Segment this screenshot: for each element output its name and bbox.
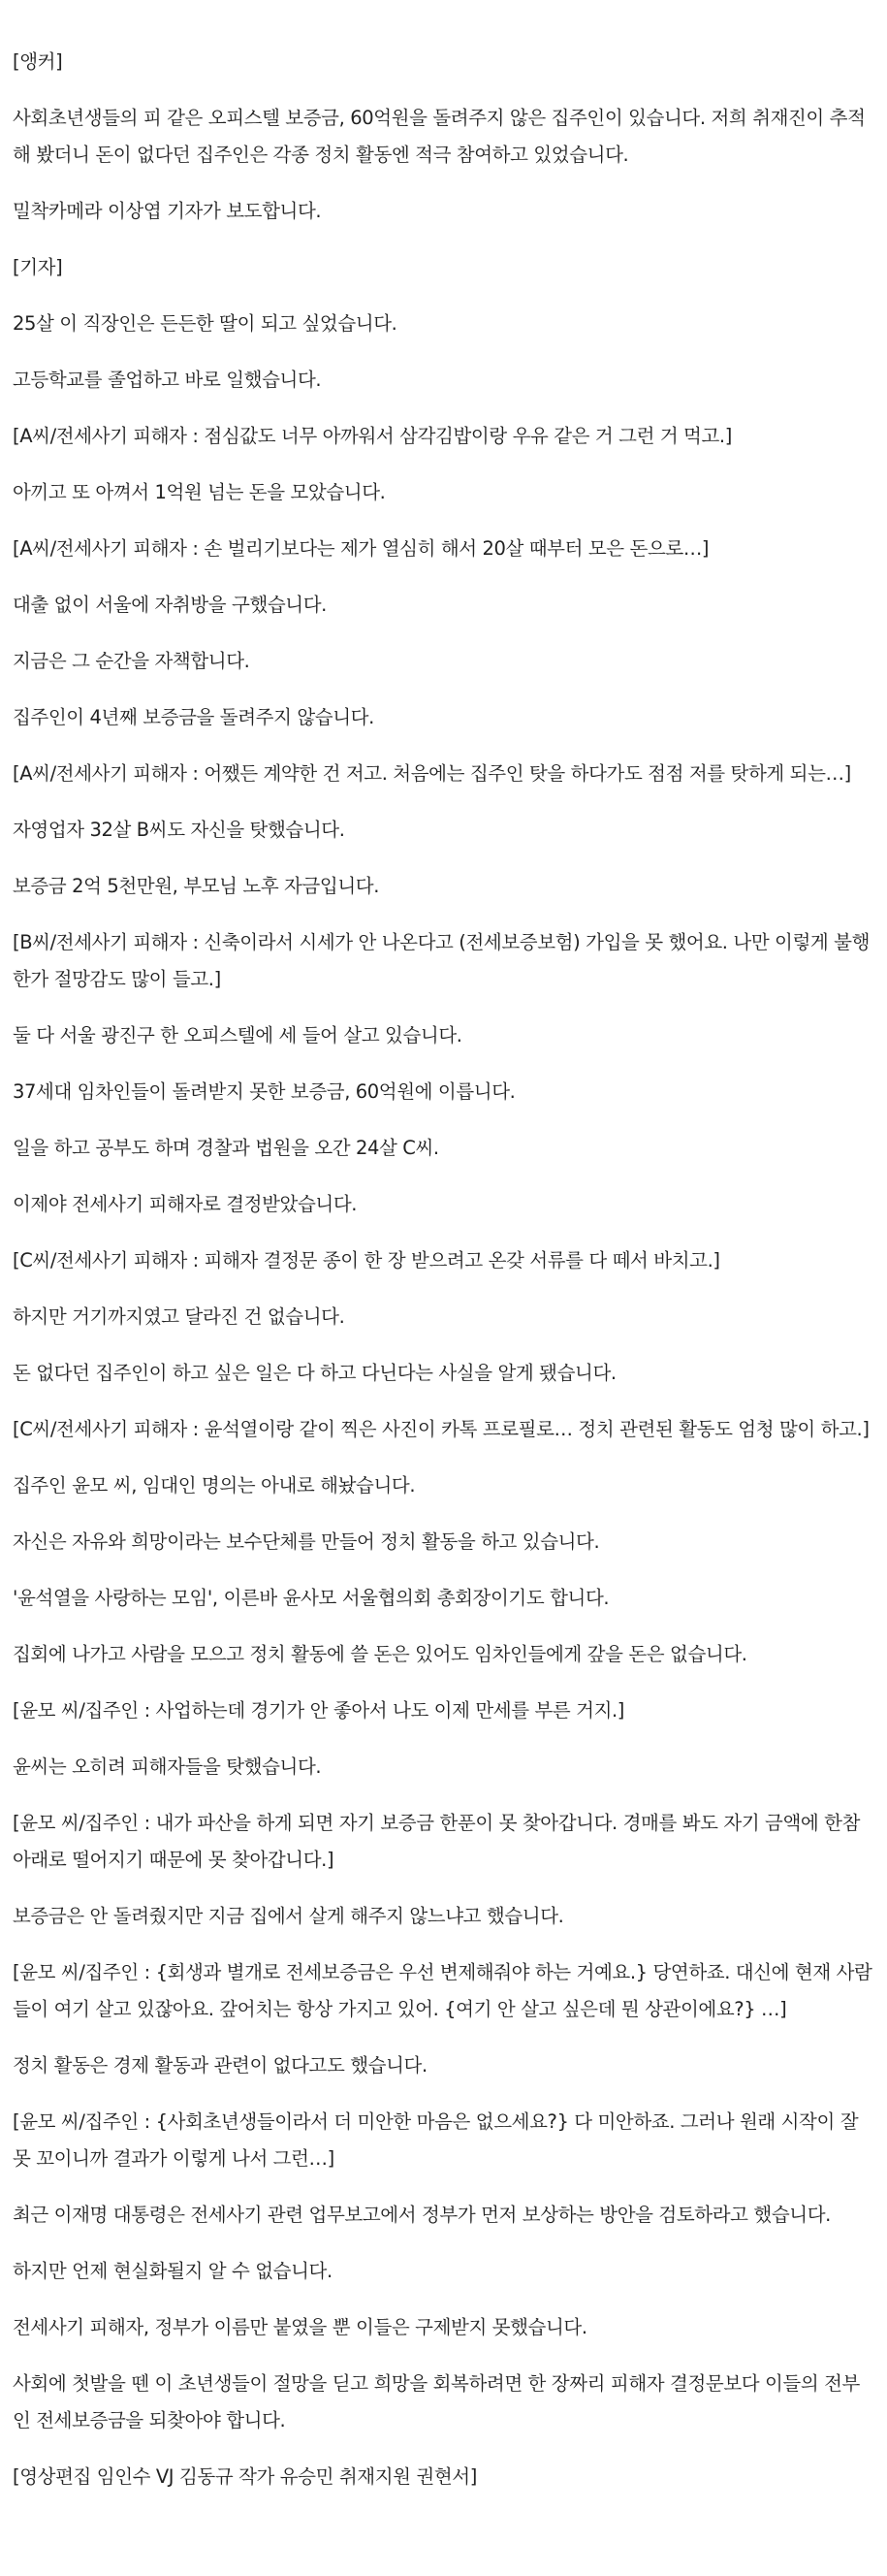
paragraph: 대출 없이 서울에 자취방을 구했습니다. bbox=[13, 594, 327, 616]
paragraph: 지금은 그 순간을 자책합니다. bbox=[13, 650, 250, 672]
paragraph-quote: [A씨/전세사기 피해자 : 점심값도 너무 아까워서 삼각김밥이랑 우유 같은 거 그런 거 먹고.] bbox=[13, 425, 732, 447]
paragraph: '윤석열을 사랑하는 모임', 이른바 윤사모 서울협의회 총회장이기도 합니다. bbox=[13, 1587, 610, 1609]
paragraph: 정치 활동은 경제 활동과 관련이 없다고도 했습니다. bbox=[13, 2054, 428, 2077]
paragraph: 25살 이 직장인은 든든한 딸이 되고 싶었습니다. bbox=[13, 312, 397, 335]
paragraph-quote: [윤모 씨/집주인 : {사회초년생들이라서 더 미안한 마음은 없으세요?} 다 미안하죠. 그러나 원래 시작이 잘못 꼬이니까 결과가 이렇게 나서 그런…] bbox=[13, 2110, 859, 2170]
paragraph: 37세대 임차인들이 돌려받지 못한 보증금, 60억원에 이릅니다. bbox=[13, 1080, 516, 1103]
paragraph-credits: [영상편집 임인수 VJ 김동규 작가 유승민 취재지원 권현서] bbox=[13, 2465, 477, 2488]
paragraph-quote: [윤모 씨/집주인 : 사업하는데 경기가 안 좋아서 나도 이제 만세를 부른 거지.] bbox=[13, 1699, 625, 1722]
paragraph-anchor-tag: [앵커] bbox=[13, 50, 63, 73]
paragraph: 보증금은 안 돌려줬지만 지금 집에서 살게 해주지 않느냐고 했습니다. bbox=[13, 1905, 564, 1927]
paragraph: 고등학교를 졸업하고 바로 일했습니다. bbox=[13, 369, 322, 391]
paragraph-quote: [윤모 씨/집주인 : 내가 파산을 하게 되면 자기 보증금 한푼이 못 찾아갑니다. 경매를 봐도 자기 금액에 한참 아래로 떨어지기 때문에 못 찾아갑니다.] bbox=[13, 1812, 861, 1871]
paragraph: 하지만 언제 현실화될지 알 수 없습니다. bbox=[13, 2260, 333, 2282]
paragraph-anchor-intro: 사회초년생들의 피 같은 오피스텔 보증금, 60억원을 돌려주지 않은 집주인이 있습니다. 저희 취재진이 추적해 봤더니 돈이 없다던 집주인은 각종 정치 활동엔 적극 참여하고 있었습니다. bbox=[13, 107, 866, 166]
paragraph-quote: [윤모 씨/집주인 : {회생과 별개로 전세보증금은 우선 변제해줘야 하는 거예요.} 당연하죠. 대신에 현재 사람들이 여기 살고 있잖아요. 갚어치는 항상 가지고 있어. {여기 안 살고 싶은데 뭔 상관이에요?} …] bbox=[13, 1961, 872, 2020]
paragraph: 돈 없다던 집주인이 하고 싶은 일은 다 하고 다닌다는 사실을 알게 됐습니다. bbox=[13, 1362, 617, 1384]
paragraph: 이제야 전세사기 피해자로 결정받았습니다. bbox=[13, 1193, 358, 1215]
paragraph: 둘 다 서울 광진구 한 오피스텔에 세 들어 살고 있습니다. bbox=[13, 1024, 462, 1046]
paragraph: 아끼고 또 아껴서 1억원 넘는 돈을 모았습니다. bbox=[13, 481, 386, 503]
paragraph-quote: [A씨/전세사기 피해자 : 손 벌리기보다는 제가 열심히 해서 20살 때부터 모은 돈으로…] bbox=[13, 537, 710, 560]
paragraph: 사회에 첫발을 뗀 이 초년생들이 절망을 딛고 희망을 회복하려면 한 장짜리 피해자 결정문보다 이들의 전부인 전세보증금을 되찾아야 합니다. bbox=[13, 2372, 860, 2431]
paragraph-quote: [A씨/전세사기 피해자 : 어쨌든 계약한 건 저고. 처음에는 집주인 탓을 하다가도 점점 저를 탓하게 되는…] bbox=[13, 762, 851, 785]
paragraph-quote: [B씨/전세사기 피해자 : 신축이라서 시세가 안 나온다고 (전세보증보험) 가입을 못 했어요. 나만 이렇게 불행한가 절망감도 많이 들고.] bbox=[13, 931, 871, 990]
paragraph: 집주인 윤모 씨, 임대인 명의는 아내로 해놨습니다. bbox=[13, 1474, 416, 1497]
paragraph: 보증금 2억 5천만원, 부모님 노후 자금입니다. bbox=[13, 875, 380, 897]
paragraph: 자신은 자유와 희망이라는 보수단체를 만들어 정치 활동을 하고 있습니다. bbox=[13, 1530, 600, 1553]
paragraph: 전세사기 피해자, 정부가 이름만 붙였을 뿐 이들은 구제받지 못했습니다. bbox=[13, 2316, 587, 2338]
paragraph: 집회에 나가고 사람을 모으고 정치 활동에 쓸 돈은 있어도 임차인들에게 갚을 돈은 없습니다. bbox=[13, 1643, 747, 1665]
paragraph: 일을 하고 공부도 하며 경찰과 법원을 오간 24살 C씨. bbox=[13, 1137, 439, 1159]
paragraph: 하지만 거기까지였고 달라진 건 없습니다. bbox=[13, 1305, 345, 1328]
paragraph: 자영업자 32살 B씨도 자신을 탓했습니다. bbox=[13, 819, 345, 841]
paragraph: 윤씨는 오히려 피해자들을 탓했습니다. bbox=[13, 1755, 322, 1778]
paragraph: 최근 이재명 대통령은 전세사기 관련 업무보고에서 정부가 먼저 보상하는 방안을 검토하라고 했습니다. bbox=[13, 2204, 831, 2226]
paragraph-quote: [C씨/전세사기 피해자 : 윤석열이랑 같이 찍은 사진이 카톡 프로필로… 정치 관련된 활동도 엄청 많이 하고.] bbox=[13, 1418, 870, 1440]
paragraph-reporter-intro: 밀착카메라 이상엽 기자가 보도합니다. bbox=[13, 200, 322, 222]
paragraph: 집주인이 4년째 보증금을 돌려주지 않습니다. bbox=[13, 706, 374, 728]
paragraph-quote: [C씨/전세사기 피해자 : 피해자 결정문 종이 한 장 받으려고 온갖 서류를 다 떼서 바치고.] bbox=[13, 1249, 720, 1272]
paragraph-reporter-tag: [기자] bbox=[13, 256, 63, 278]
